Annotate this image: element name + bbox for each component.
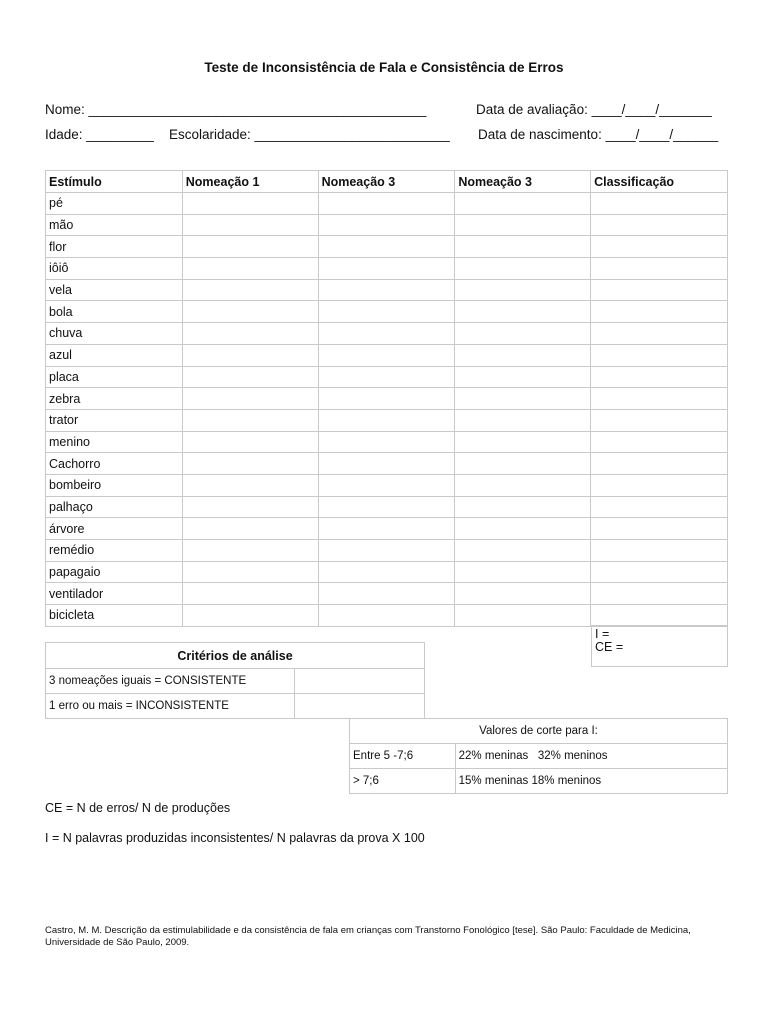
response-cell[interactable] bbox=[182, 409, 318, 431]
table-row bbox=[46, 388, 728, 410]
response-cell[interactable] bbox=[318, 431, 455, 453]
table-row bbox=[46, 344, 728, 366]
response-cell[interactable] bbox=[318, 540, 455, 562]
table-row bbox=[46, 279, 728, 301]
response-cell[interactable] bbox=[455, 236, 591, 258]
response-cell[interactable] bbox=[318, 474, 455, 496]
response-cell[interactable] bbox=[318, 496, 455, 518]
criteria-table bbox=[45, 642, 425, 719]
stimulus-word: menino bbox=[46, 431, 183, 453]
ce-formula: CE = N de erros/ N de produções bbox=[45, 801, 231, 815]
response-cell[interactable] bbox=[182, 214, 318, 236]
response-cell[interactable] bbox=[318, 583, 455, 605]
criteria-consistent: 3 nomeações iguais = CONSISTENTE bbox=[46, 669, 295, 694]
criteria-cell[interactable] bbox=[295, 669, 425, 694]
table-row bbox=[46, 258, 728, 280]
stimulus-word: Cachorro bbox=[46, 453, 183, 475]
column-header-stimulus: Estímulo bbox=[46, 171, 183, 193]
response-cell[interactable] bbox=[591, 214, 728, 236]
table-row bbox=[46, 409, 728, 431]
table-row bbox=[46, 496, 728, 518]
response-cell[interactable] bbox=[591, 388, 728, 410]
result-box[interactable] bbox=[591, 625, 728, 667]
table-row bbox=[46, 214, 728, 236]
response-cell[interactable] bbox=[318, 561, 455, 583]
table-row bbox=[46, 453, 728, 475]
response-cell[interactable] bbox=[182, 301, 318, 323]
response-cell[interactable] bbox=[318, 258, 455, 280]
response-cell[interactable] bbox=[455, 453, 591, 475]
response-cell[interactable] bbox=[591, 258, 728, 280]
response-cell[interactable] bbox=[318, 193, 455, 215]
response-cell[interactable] bbox=[318, 214, 455, 236]
cutoff-table bbox=[349, 718, 728, 794]
response-cell[interactable] bbox=[455, 279, 591, 301]
stimulus-word: bola bbox=[46, 301, 183, 323]
response-cell[interactable] bbox=[182, 605, 318, 627]
reference-citation: Castro, M. M. Descrição da estimulabilidade e da consistência de fala em crianças com Transtorno Fonológico [tese]. São Paulo: Faculdade de Medicina, Universidade de São Paulo, 2009. bbox=[45, 925, 691, 948]
response-cell[interactable] bbox=[318, 236, 455, 258]
response-cell[interactable] bbox=[182, 561, 318, 583]
response-cell[interactable] bbox=[591, 323, 728, 345]
response-cell[interactable] bbox=[182, 453, 318, 475]
table-row bbox=[46, 474, 728, 496]
column-header-naming-2: Nomeação 3 bbox=[318, 171, 455, 193]
cutoff-values: 22% meninas 32% meninos bbox=[455, 744, 727, 769]
stimulus-word: azul bbox=[46, 344, 183, 366]
response-cell[interactable] bbox=[591, 431, 728, 453]
birth-date-field[interactable]: Data de nascimento: ____/____/______ bbox=[478, 127, 719, 142]
criteria-inconsistent: 1 erro ou mais = INCONSISTENTE bbox=[46, 694, 295, 719]
stimulus-word: ventilador bbox=[46, 583, 183, 605]
response-cell[interactable] bbox=[455, 366, 591, 388]
table-row bbox=[46, 193, 728, 215]
stimulus-word: zebra bbox=[46, 388, 183, 410]
column-header-classification: Classificação bbox=[591, 171, 728, 193]
response-cell[interactable] bbox=[455, 388, 591, 410]
response-cell[interactable] bbox=[591, 236, 728, 258]
cutoff-title: Valores de corte para I: bbox=[350, 719, 728, 744]
schooling-field[interactable]: Escolaridade: __________________________ bbox=[169, 127, 450, 142]
response-cell[interactable] bbox=[182, 236, 318, 258]
response-cell[interactable] bbox=[318, 344, 455, 366]
response-cell[interactable] bbox=[182, 279, 318, 301]
stimulus-word: pé bbox=[46, 193, 183, 215]
response-cell[interactable] bbox=[182, 366, 318, 388]
response-cell[interactable] bbox=[182, 344, 318, 366]
criteria-cell[interactable] bbox=[295, 694, 425, 719]
stimulus-table-header bbox=[46, 171, 728, 193]
response-cell[interactable] bbox=[591, 193, 728, 215]
response-cell[interactable] bbox=[455, 214, 591, 236]
response-cell[interactable] bbox=[455, 258, 591, 280]
i-formula: I = N palavras produzidas inconsistentes/ N palavras da prova X 100 bbox=[45, 831, 425, 845]
cutoff-values: 15% meninas 18% meninos bbox=[455, 769, 727, 794]
response-cell[interactable] bbox=[318, 605, 455, 627]
response-cell[interactable] bbox=[318, 366, 455, 388]
criteria-title: Critérios de análise bbox=[46, 643, 425, 669]
response-cell[interactable] bbox=[455, 301, 591, 323]
name-field[interactable]: Nome: _____________________________________________ bbox=[45, 102, 427, 117]
table-row bbox=[46, 431, 728, 453]
table-row bbox=[46, 518, 728, 540]
stimulus-word: remédio bbox=[46, 540, 183, 562]
response-cell[interactable] bbox=[182, 496, 318, 518]
response-cell[interactable] bbox=[318, 388, 455, 410]
response-cell[interactable] bbox=[591, 583, 728, 605]
table-row bbox=[46, 694, 425, 719]
cutoff-age: Entre 5 -7;6 bbox=[350, 744, 456, 769]
table-row bbox=[46, 669, 425, 694]
table-row bbox=[46, 301, 728, 323]
stimulus-word: trator bbox=[46, 409, 183, 431]
response-cell[interactable] bbox=[455, 605, 591, 627]
response-cell[interactable] bbox=[591, 453, 728, 475]
stimulus-table bbox=[45, 170, 728, 627]
response-cell[interactable] bbox=[318, 518, 455, 540]
table-row bbox=[46, 366, 728, 388]
response-cell[interactable] bbox=[182, 518, 318, 540]
response-cell[interactable] bbox=[182, 258, 318, 280]
response-cell[interactable] bbox=[591, 474, 728, 496]
response-cell[interactable] bbox=[182, 388, 318, 410]
response-cell[interactable] bbox=[455, 496, 591, 518]
table-row bbox=[46, 323, 728, 345]
stimulus-word: placa bbox=[46, 366, 183, 388]
table-row bbox=[46, 605, 728, 627]
response-cell[interactable] bbox=[591, 540, 728, 562]
response-cell[interactable] bbox=[591, 518, 728, 540]
evaluation-date-field[interactable]: Data de avaliação: ____/____/_______ bbox=[476, 102, 712, 117]
stimulus-word: iôiô bbox=[46, 258, 183, 280]
response-cell[interactable] bbox=[591, 561, 728, 583]
column-header-naming-3: Nomeação 3 bbox=[455, 171, 591, 193]
stimulus-word: vela bbox=[46, 279, 183, 301]
stimulus-word: árvore bbox=[46, 518, 183, 540]
table-row bbox=[46, 236, 728, 258]
consistency-result-label: CE = bbox=[595, 640, 624, 654]
stimulus-word: flor bbox=[46, 236, 183, 258]
response-cell[interactable] bbox=[455, 409, 591, 431]
response-cell[interactable] bbox=[318, 323, 455, 345]
response-cell[interactable] bbox=[318, 409, 455, 431]
response-cell[interactable] bbox=[455, 518, 591, 540]
page-title: Teste de Inconsistência de Fala e Consistência de Erros bbox=[204, 60, 564, 75]
stimulus-word: palhaço bbox=[46, 496, 183, 518]
response-cell[interactable] bbox=[455, 431, 591, 453]
cutoff-age: > 7;6 bbox=[350, 769, 456, 794]
response-cell[interactable] bbox=[182, 431, 318, 453]
response-cell[interactable] bbox=[455, 193, 591, 215]
table-row bbox=[46, 561, 728, 583]
response-cell[interactable] bbox=[591, 605, 728, 627]
response-cell[interactable] bbox=[182, 474, 318, 496]
stimulus-word: chuva bbox=[46, 323, 183, 345]
response-cell[interactable] bbox=[182, 583, 318, 605]
response-cell[interactable] bbox=[591, 496, 728, 518]
response-cell[interactable] bbox=[591, 409, 728, 431]
stimulus-word: bombeiro bbox=[46, 474, 183, 496]
age-field[interactable]: Idade: _________ bbox=[45, 127, 154, 142]
response-cell[interactable] bbox=[455, 323, 591, 345]
table-row bbox=[46, 583, 728, 605]
response-cell[interactable] bbox=[455, 344, 591, 366]
response-cell[interactable] bbox=[455, 561, 591, 583]
response-cell[interactable] bbox=[591, 301, 728, 323]
response-cell[interactable] bbox=[455, 540, 591, 562]
response-cell[interactable] bbox=[318, 453, 455, 475]
stimulus-word: bicicleta bbox=[46, 605, 183, 627]
stimulus-word: papagaio bbox=[46, 561, 183, 583]
column-header-naming-1: Nomeação 1 bbox=[182, 171, 318, 193]
response-cell[interactable] bbox=[182, 193, 318, 215]
response-cell[interactable] bbox=[318, 279, 455, 301]
table-row bbox=[46, 540, 728, 562]
response-cell[interactable] bbox=[455, 474, 591, 496]
response-cell[interactable] bbox=[455, 583, 591, 605]
table-row bbox=[350, 744, 728, 769]
response-cell[interactable] bbox=[591, 366, 728, 388]
inconsistency-result-label: I = bbox=[595, 627, 610, 641]
response-cell[interactable] bbox=[182, 540, 318, 562]
response-cell[interactable] bbox=[182, 323, 318, 345]
stimulus-word: mão bbox=[46, 214, 183, 236]
table-row bbox=[350, 769, 728, 794]
response-cell[interactable] bbox=[318, 301, 455, 323]
response-cell[interactable] bbox=[591, 344, 728, 366]
response-cell[interactable] bbox=[591, 279, 728, 301]
